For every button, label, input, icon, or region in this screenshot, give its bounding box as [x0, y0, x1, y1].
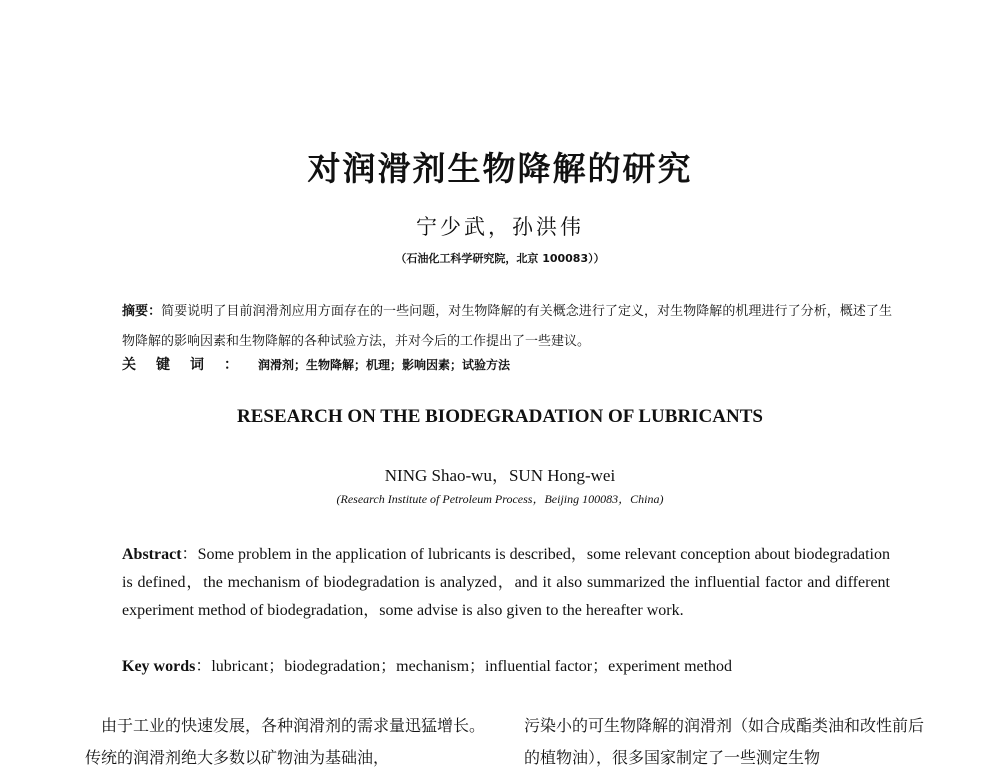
authors-cn: 宁少武，孙洪伟 [416, 215, 584, 239]
body-column-left: 由于工业的快速发展，各种润滑剂的需求量迅猛增长。传统的润滑剂绝大多数以矿物油为基础油， [85, 716, 486, 767]
abstract-text-en: ：Some problem in the application of lubricants is described，some relevant conception about biodegradation is defined，the mechanism of biodegradation is analyzed，and it also summarized the influential factor and different experiment method of biodegradation，some advise is also given to the hereafter work. [122, 546, 890, 619]
abstract-label-cn: 摘要： [122, 304, 162, 319]
abstract-cn [122, 297, 892, 357]
affiliation-cn: （石油化工科学研究院，北京 100083）） [395, 252, 605, 265]
paper-title-cn: 对润滑剂生物降解的研究 [307, 149, 693, 188]
authors-en: NING Shao-wu，SUN Hong-wei [384, 466, 616, 485]
keywords-cn [122, 350, 892, 380]
abstract-en [122, 541, 890, 625]
keywords-en [122, 653, 890, 676]
affiliation-en: (Research Institute of Petroleum Process，Beijing 100083，China) [336, 492, 664, 506]
keywords-label-cn: 关键词： [122, 357, 258, 373]
paper-title-en: RESEARCH ON THE BIODEGRADATION OF LUBRICANTS [237, 406, 763, 427]
body-column-right: 污染小的可生物降解的润滑剂（如合成酯类油和改性前后的植物油），很多国家制定了一些测定生物 [524, 716, 925, 767]
abstract-text-cn: 简要说明了目前润滑剂应用方面存在的一些问题，对生物降解的有关概念进行了定义，对生物降解的机理进行了分析，概述了生物降解的影响因素和生物降解的各种试验方法，并对今后的工作提出了一些建议。 [122, 304, 892, 349]
keywords-label-en: Key words [122, 658, 196, 675]
keywords-text-cn: 润滑剂；生物降解；机理；影响因素；试验方法 [258, 358, 511, 372]
abstract-label-en: Abstract [122, 546, 182, 563]
keywords-text-en: ：lubricant；biodegradation；mechanism；influential factor；experiment method [195, 658, 733, 675]
